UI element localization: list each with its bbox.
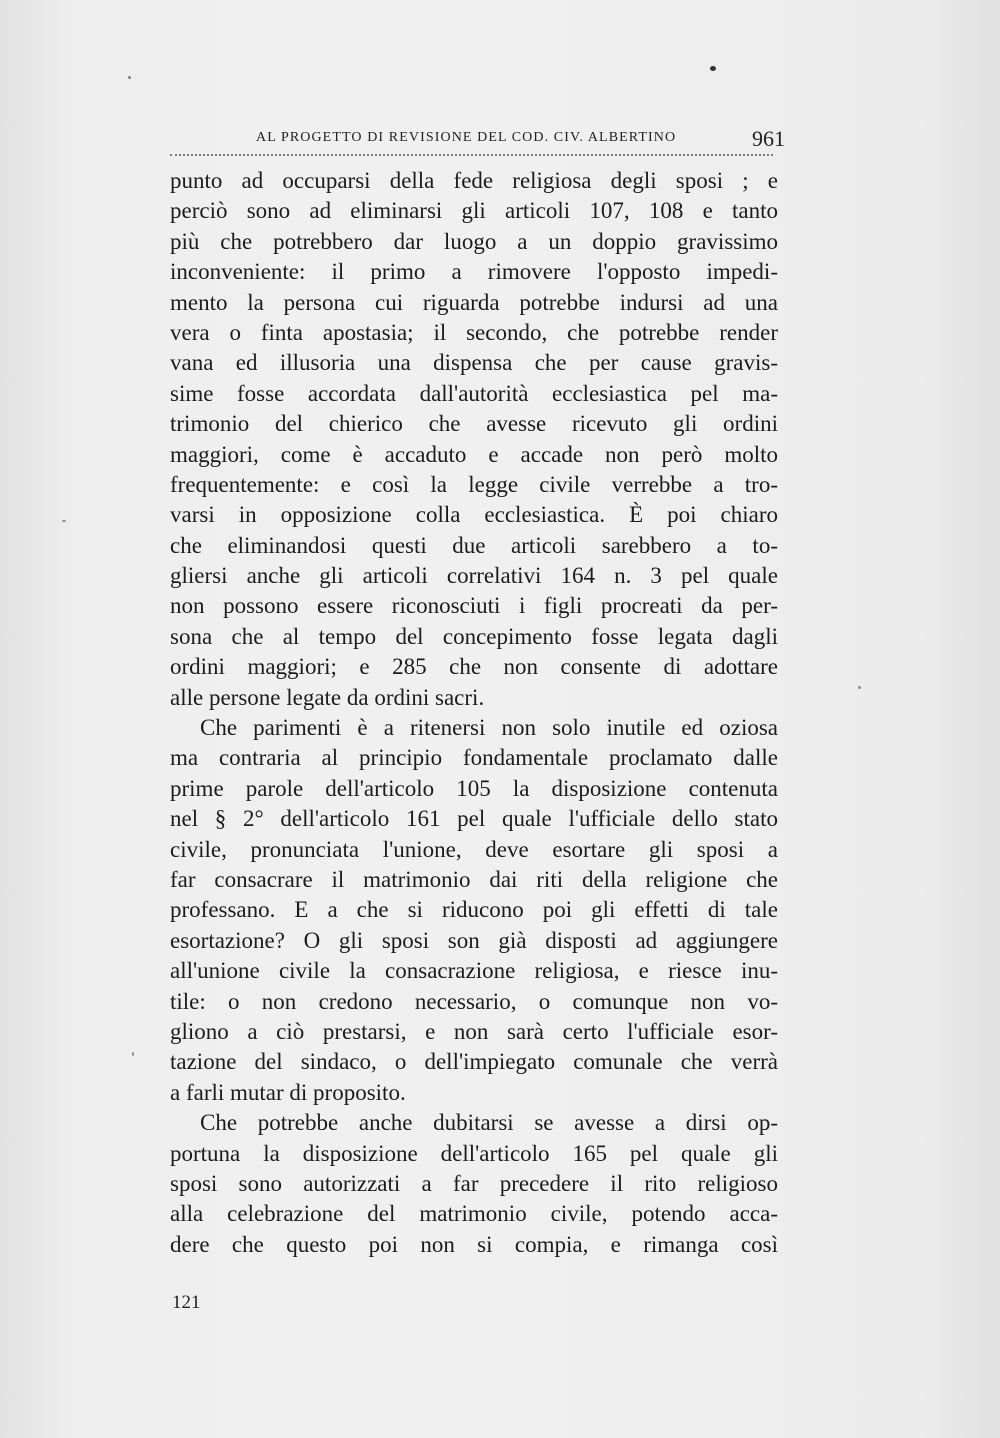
- text-line: portuna la disposizione dell'articolo 165 pel quale gli: [170, 1140, 778, 1166]
- text-line: sposi sono autorizzati a far precedere il rito religioso: [170, 1170, 778, 1196]
- text-line: trimonio del chierico che avesse ricevuto gli ordini: [170, 411, 778, 437]
- paper-speck: [132, 1052, 134, 1056]
- text-line: non possono essere riconosciuti i figli procreati da per-: [170, 593, 778, 619]
- page-header: [256, 126, 791, 152]
- text-line: mento la persona cui riguarda potrebbe indursi ad una: [170, 289, 778, 315]
- text-line: ma contraria al principio fondamentale proclamato dalle: [170, 745, 778, 771]
- text-line: far consacrare il matrimonio dai riti della religione che: [170, 866, 778, 892]
- text-line: prime parole dell'articolo 105 la disposizione contenuta: [170, 775, 778, 801]
- paper-speck: [858, 686, 861, 689]
- text-line: a farli mutar di proposito.: [170, 1079, 406, 1105]
- text-line: vera o finta apostasia; il secondo, che potrebbe render: [170, 319, 778, 345]
- text-line: civile, pronunciata l'unione, deve esortare gli sposi a: [170, 836, 778, 862]
- text-line: inconveniente: il primo a rimovere l'opposto impedi-: [170, 259, 778, 285]
- text-line: frequentemente: e così la legge civile verrebbe a tro-: [170, 471, 778, 497]
- text-line: Che potrebbe anche dubitarsi se avesse a dirsi op-: [200, 1110, 778, 1136]
- text-line: più che potrebbero dar luogo a un doppio gravissimo: [170, 228, 778, 254]
- text-line: all'unione civile la consacrazione religiosa, e riesce inu-: [170, 958, 778, 984]
- text-line: alla celebrazione del matrimonio civile, potendo acca-: [170, 1201, 778, 1227]
- text-line: che eliminandosi questi due articoli sarebbero a to-: [170, 532, 778, 558]
- text-line: vana ed illusoria una dispensa che per cause gravis-: [170, 350, 778, 376]
- text-line: nel § 2° dell'articolo 161 pel quale l'ufficiale dello stato: [170, 806, 778, 832]
- text-line: punto ad occuparsi della fede religiosa degli sposi ; e: [170, 168, 778, 193]
- text-line: tile: o non credono necessario, o comunque non vo-: [170, 988, 778, 1014]
- text-line: professano. E a che si riducono poi gli effetti di tale: [170, 897, 778, 923]
- body-text: [170, 166, 778, 1260]
- text-line: sime fosse accordata dall'autorità ecclesiastica pel ma-: [170, 380, 778, 406]
- text-line: tazione del sindaco, o dell'impiegato comunale che verrà: [170, 1049, 778, 1075]
- header-rule: [170, 154, 773, 156]
- text-line: gliono a ciò prestarsi, e non sarà certo l'ufficiale esor-: [170, 1018, 778, 1044]
- text-line: ordini maggiori; e 285 che non consente di adottare: [170, 654, 778, 680]
- page-number: 961: [752, 126, 785, 151]
- text-line: perciò sono ad eliminarsi gli articoli 107, 108 e tanto: [170, 198, 778, 224]
- signature-mark: 121: [172, 1292, 201, 1313]
- text-line: varsi in opposizione colla ecclesiastica. È poi chiaro: [170, 502, 778, 528]
- text-line: Che parimenti è a ritenersi non solo inutile ed oziosa: [200, 715, 778, 741]
- running-title: AL PROGETTO DI REVISIONE DEL COD. CIV. ALBERTINO: [256, 130, 677, 145]
- text-line: gliersi anche gli articoli correlativi 164 n. 3 pel quale: [170, 563, 778, 589]
- text-line: esortazione? O gli sposi son già disposti ad aggiungere: [170, 927, 778, 953]
- paper-speck: [128, 76, 131, 79]
- text-line: dere che questo poi non si compia, e rimanga così: [170, 1231, 778, 1257]
- text-line: sona che al tempo del concepimento fosse legata dagli: [170, 623, 778, 649]
- text-line: alle persone legate da ordini sacri.: [170, 684, 485, 710]
- paper-speck: [710, 66, 716, 71]
- text-line: maggiori, come è accaduto e accade non però molto: [170, 441, 778, 467]
- paper-speck: [62, 520, 66, 522]
